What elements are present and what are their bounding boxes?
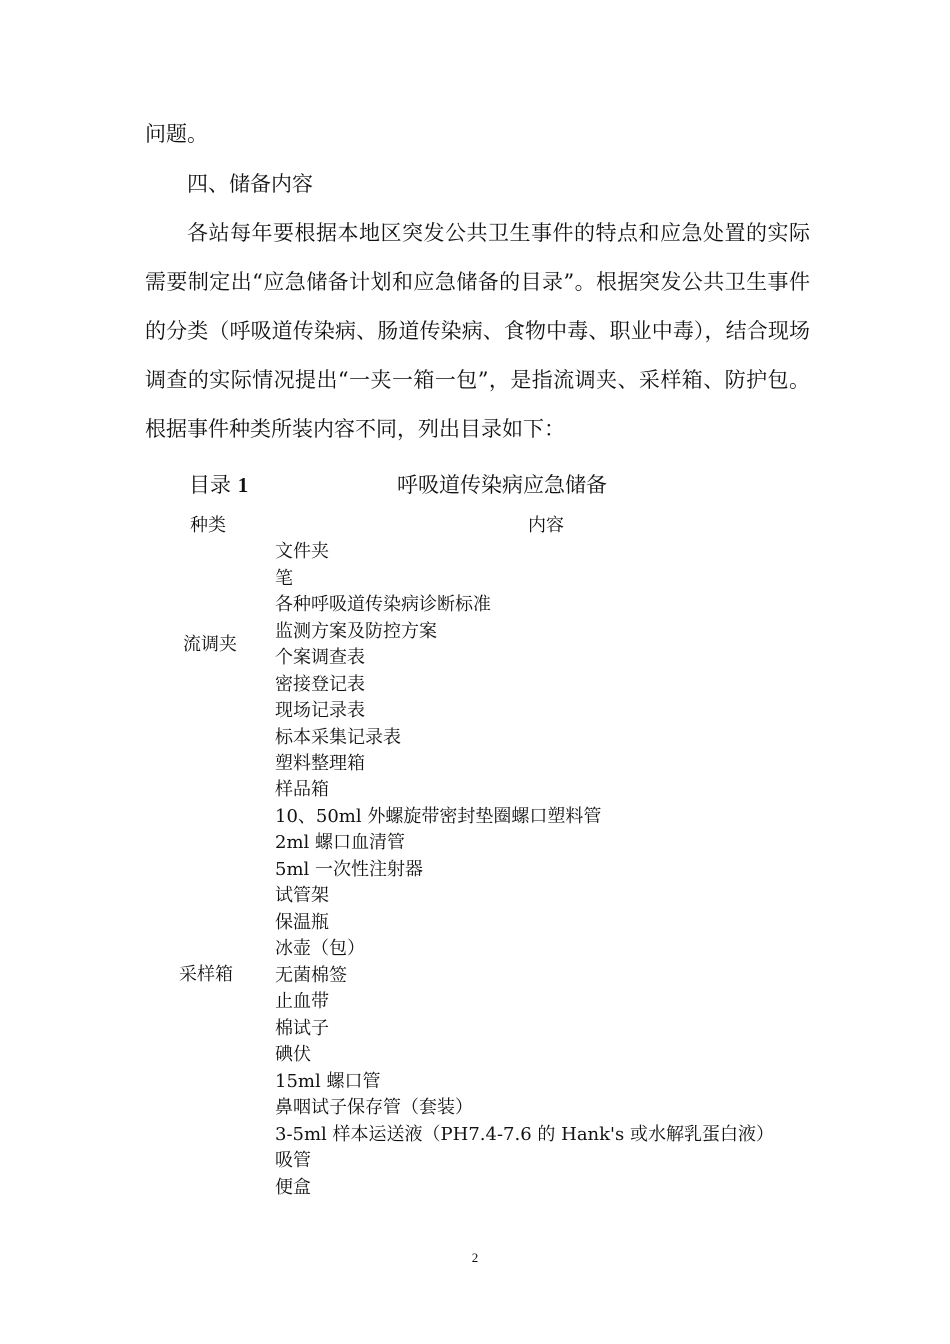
- catalog-label-prefix: 目录: [189, 473, 231, 497]
- header-content: 内容: [528, 515, 564, 536]
- list-item: 5ml 一次性注射器: [275, 858, 423, 880]
- paragraph-continuation: 问题。: [145, 122, 208, 146]
- item-list-liudiao: [275, 539, 491, 778]
- list-item: 试管架: [275, 885, 329, 906]
- list-item: 棉试子: [275, 1017, 329, 1039]
- list-item: 无菌棉签: [275, 964, 347, 986]
- list-item: 文件夹: [275, 541, 329, 562]
- list-item: 便盒: [275, 1176, 311, 1198]
- item-list-caiyang: [275, 777, 774, 1201]
- list-item: 15ml 螺口管: [275, 1070, 381, 1092]
- list-item: 现场记录表: [275, 700, 365, 721]
- list-item: 3-5ml 样本运送液（PH7.4-7.6 的 Hank's 或水解乳蛋白液）: [275, 1123, 774, 1145]
- list-item: 吸管: [275, 1150, 311, 1171]
- type-label-caiyang: 采样箱: [179, 964, 233, 985]
- header-type: 种类: [190, 515, 226, 536]
- list-item: 塑料整理箱: [275, 753, 365, 774]
- list-item: 保温瓶: [275, 911, 329, 933]
- list-item: 个案调查表: [275, 647, 365, 668]
- list-item: 各种呼吸道传染病诊断标准: [275, 594, 491, 615]
- type-label-liudiao: 流调夹: [183, 634, 237, 655]
- list-item: 标本采集记录表: [275, 726, 401, 748]
- list-item: 监测方案及防控方案: [275, 620, 437, 642]
- catalog-name: 呼吸道传染病应急储备: [397, 473, 607, 497]
- list-item: 10、50ml 外螺旋带密封垫圈螺口塑料管: [275, 805, 602, 827]
- list-item: 止血带: [275, 991, 329, 1012]
- list-item: 2ml 螺口血清管: [275, 832, 405, 853]
- list-item: 碘伏: [275, 1044, 311, 1065]
- list-item: 冰壶（包）: [275, 938, 365, 959]
- catalog-label-number: 1: [237, 473, 249, 497]
- paragraph-main: 各站每年要根据本地区突发公共卫生事件的特点和应急处置的实际需要制定出“应急储备计划和应急储备的目录”。根据突发公共卫生事件的分类（呼吸道传染病、肠道传染病、食物中毒、职业中毒），结合现场调查的实际情况提出“一夹一箱一包”，是指流调夹、采样箱、防护包。根据事件种类所装内容不同，列出目录如下：: [145, 221, 810, 441]
- list-item: 样品箱: [275, 779, 329, 800]
- section-heading: 四、储备内容: [187, 172, 313, 196]
- catalog-title: [189, 470, 789, 500]
- page-number: 2: [471, 1250, 479, 1265]
- catalog-label: [189, 470, 248, 500]
- list-item: 鼻咽试子保存管（套装）: [275, 1097, 473, 1118]
- list-item: 笔: [275, 567, 293, 589]
- list-item: 密接登记表: [275, 673, 365, 695]
